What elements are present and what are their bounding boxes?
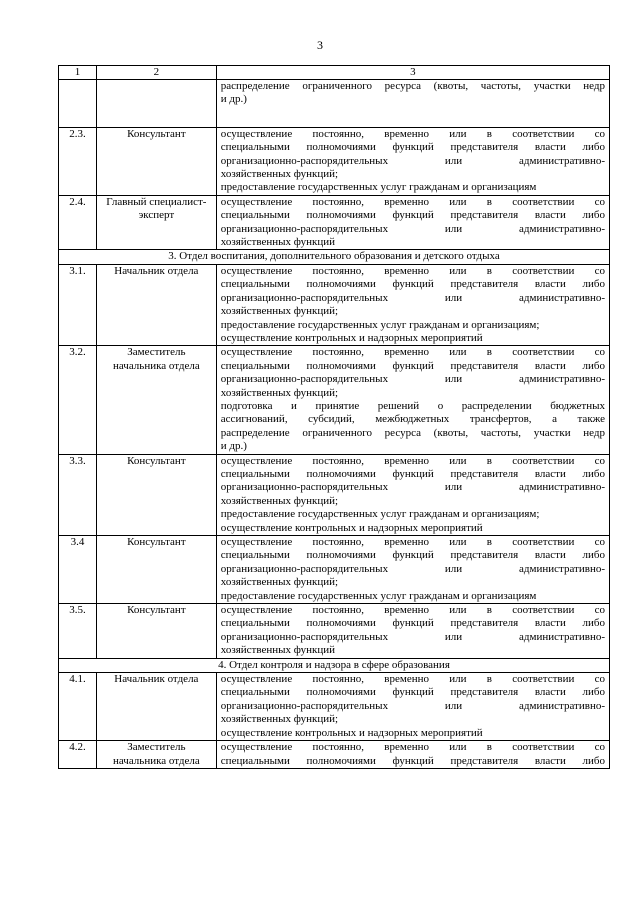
duties-cell <box>216 673 609 741</box>
duty-line: организационно-распорядительных или административно- <box>220 630 605 643</box>
duty-line: специальными полномочиями функций представителя власти либо <box>220 467 605 480</box>
position-title: Начальник отдела <box>96 673 216 741</box>
header-cell-1: 1 <box>59 66 97 80</box>
duty-line: осуществление контрольных и надзорных мероприятий <box>220 331 483 344</box>
header-cell-2: 2 <box>96 66 216 80</box>
duty-line: специальными полномочиями функций представителя власти либо <box>220 209 605 222</box>
position-row <box>59 673 610 741</box>
row-number: 2.3. <box>59 127 97 195</box>
duty-line: организационно-распорядительных или административно- <box>220 699 605 712</box>
duty-line: организационно-распорядительных или административно- <box>220 291 605 304</box>
duty-line: предоставление государственных услуг гражданам и организациям <box>220 589 537 602</box>
position-row <box>59 127 610 195</box>
position-title: Заместитель начальника отдела <box>96 346 216 454</box>
duty-line: организационно-распорядительных или административно- <box>220 562 605 575</box>
duties-cell <box>216 80 609 128</box>
duty-line: подготовка и принятие решений о распределении бюджетных <box>220 399 605 412</box>
duties-cell <box>216 604 609 659</box>
position-row <box>59 195 610 250</box>
duties-cell <box>216 536 609 604</box>
duty-line: осуществление постоянно, временно или в соответствии со <box>220 454 605 467</box>
section-title: 3. Отдел воспитания, дополнительного образования и детского отдыха <box>59 250 610 264</box>
section-row <box>59 250 610 264</box>
duty-line: специальными полномочиями функций представителя власти либо <box>220 359 605 372</box>
header-cell-3: 3 <box>216 66 609 80</box>
row-number: 4.1. <box>59 673 97 741</box>
duty-line: ассигнований, субсидий, межбюджетных трансфертов, а также <box>220 413 605 426</box>
position-title: Консультант <box>96 536 216 604</box>
positions-table-body <box>59 66 610 769</box>
row-number: 3.3. <box>59 454 97 535</box>
position-title: Консультант <box>96 454 216 535</box>
positions-table <box>58 65 610 769</box>
duty-line: хозяйственных функций; <box>220 576 339 589</box>
duty-line: осуществление постоянно, временно или в соответствии со <box>220 604 605 617</box>
duty-line: осуществление контрольных и надзорных мероприятий <box>220 726 483 739</box>
duty-line: предоставление государственных услуг гражданам и организациям <box>220 181 537 194</box>
position-row <box>59 264 610 345</box>
duty-line: организационно-распорядительных или административно- <box>220 481 605 494</box>
duty-line: осуществление постоянно, временно или в соответствии со <box>220 195 605 208</box>
position-row <box>59 346 610 454</box>
duty-line: осуществление контрольных и надзорных мероприятий <box>220 521 483 534</box>
section-title: 4. Отдел контроля и надзора в сфере образования <box>59 658 610 672</box>
duties-cell <box>216 127 609 195</box>
duty-line: хозяйственных функций; <box>220 305 339 318</box>
header-row <box>59 66 610 80</box>
row-number: 3.1. <box>59 264 97 345</box>
duty-line: распределение ограниченного ресурса (квоты, частоты, участки недр <box>220 426 605 439</box>
position-title: Заместитель начальника отдела <box>96 741 216 769</box>
duty-line: специальными полномочиями функций представителя власти либо <box>220 617 605 630</box>
row-number: 4.2. <box>59 741 97 769</box>
duty-line: распределение ограниченного ресурса (квоты, частоты, участки недр <box>220 80 605 92</box>
duty-line: специальными полномочиями функций представителя власти либо <box>220 141 605 154</box>
duty-line: специальными полномочиями функций представителя власти либо <box>220 754 605 767</box>
duty-line: хозяйственных функций; <box>220 386 339 399</box>
position-cell <box>96 80 216 128</box>
position-row <box>59 741 610 769</box>
duty-line: осуществление постоянно, временно или в соответствии со <box>220 127 605 140</box>
duty-line: хозяйственных функций <box>220 236 336 249</box>
duty-line: осуществление постоянно, временно или в соответствии со <box>220 536 605 548</box>
duty-line: хозяйственных функций; <box>220 168 339 181</box>
position-title: Консультант <box>96 127 216 195</box>
duty-line: осуществление постоянно, временно или в соответствии со <box>220 673 605 686</box>
position-row <box>59 454 610 535</box>
duty-line: осуществление постоянно, временно или в соответствии со <box>220 741 605 754</box>
row-number: 2.4. <box>59 195 97 250</box>
duty-line: организационно-распорядительных или административно- <box>220 373 605 386</box>
duty-line: осуществление постоянно, временно или в соответствии со <box>220 346 605 359</box>
duty-line: специальными полномочиями функций представителя власти либо <box>220 549 605 562</box>
row-number: 3.5. <box>59 604 97 659</box>
duties-cell <box>216 454 609 535</box>
position-title: Консультант <box>96 604 216 659</box>
duties-cell <box>216 264 609 345</box>
duties-cell <box>216 346 609 454</box>
blank-gap <box>221 107 605 127</box>
duties-cell <box>216 741 609 769</box>
row-number: 3.2. <box>59 346 97 454</box>
duty-line: организационно-распорядительных или административно- <box>220 222 605 235</box>
duty-line: специальными полномочиями функций представителя власти либо <box>220 278 605 291</box>
duty-line: осуществление постоянно, временно или в соответствии со <box>220 264 605 277</box>
duty-line: предоставление государственных услуг гражданам и организациям; <box>220 318 540 331</box>
duty-line: специальными полномочиями функций представителя власти либо <box>220 686 605 699</box>
duty-line: хозяйственных функций; <box>220 713 339 726</box>
position-title: Главный специалист-эксперт <box>96 195 216 250</box>
duty-line: хозяйственных функций; <box>220 494 339 507</box>
page-number: 3 <box>317 38 323 52</box>
duty-line: предоставление государственных услуг гражданам и организациям; <box>220 508 540 521</box>
continuation-row <box>59 80 610 128</box>
position-row <box>59 536 610 604</box>
row-number: 3.4 <box>59 536 97 604</box>
duty-line: организационно-распорядительных или административно- <box>220 154 605 167</box>
duty-line: и др.) <box>220 93 247 106</box>
row-number-cell <box>59 80 97 128</box>
position-title: Начальник отдела <box>96 264 216 345</box>
section-row <box>59 658 610 672</box>
duty-line: хозяйственных функций <box>220 644 336 657</box>
duties-cell <box>216 195 609 250</box>
position-row <box>59 604 610 659</box>
duty-line: и др.) <box>220 440 247 453</box>
